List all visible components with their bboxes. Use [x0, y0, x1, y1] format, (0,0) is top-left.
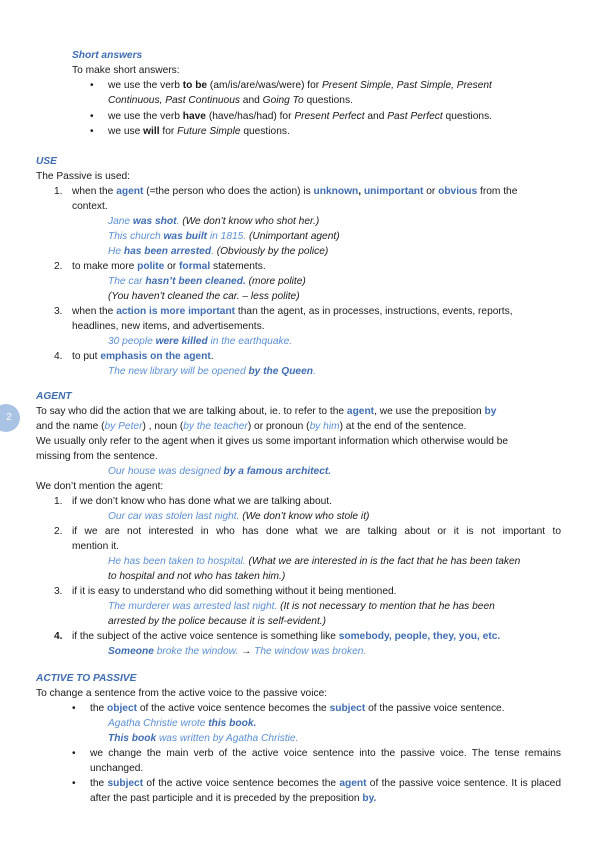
use-item-2: to make more polite or formal statements. [72, 261, 266, 272]
active-to-passive-bullet-2-cont: unchanged. [90, 763, 144, 774]
agent-dont-mention: We don’t mention the agent: [36, 481, 164, 492]
agent-item-2-number: 2. [54, 526, 63, 537]
active-to-passive-bullet-3-cont: after the past participle and it is preceded by the preposition by. [90, 793, 377, 804]
active-to-passive-bullet-3: • the subject of the active voice sentence becomes the agent of the passive voice sentence. It is placed [90, 776, 561, 791]
agent-paragraph-2: We usually only refer to the agent when it gives us some important information which otherwise would be [36, 436, 509, 447]
agent-item-2: if we are not interested in who has done what we are talking about or it is not important to [72, 526, 561, 537]
short-answers-bullet-3: • we use will for Future Simple questions. [108, 124, 290, 139]
short-answers-heading: Short answers [72, 50, 143, 61]
short-answers-bullet-1-cont: Continuous, Past Continuous and Going To questions. [108, 95, 353, 106]
use-example-1a: Jane was shot. (We don’t know who shot her.) [108, 216, 320, 227]
short-answers-bullet-1: • we use the verb to be (am/is/are/was/were) for Present Simple, Past Simple, Present [108, 78, 492, 93]
use-example-2b: (You haven’t cleaned the car. – less polite) [108, 291, 300, 302]
agent-example: Our house was designed by a famous architect. [108, 466, 332, 477]
agent-example-3: The murderer was arrested last night. (It is not necessary to mention that he has been [108, 601, 495, 612]
short-answers-bullet-2: • we use the verb have (have/has/had) for Present Perfect and Past Perfect questions. [108, 109, 492, 124]
agent-item-4: if the subject of the active voice sentence is something like somebody, people, they, you, etc. [72, 631, 501, 642]
agent-item-1: if we don’t know who has done what we are talking about. [72, 496, 332, 507]
active-to-passive-example-1a: Agatha Christie wrote this book. [108, 718, 257, 729]
agent-item-3-number: 3. [54, 586, 63, 597]
use-example-1c: He has been arrested. (Obviously by the police) [108, 246, 329, 257]
agent-item-1-number: 1. [54, 496, 63, 507]
active-to-passive-bullet-2: • we change the main verb of the active voice sentence into the passive voice. The tense remains [90, 746, 561, 761]
agent-example-2-cont: to hospital and not who has taken him.) [108, 571, 286, 582]
use-item-3: when the action is more important than the agent, as in processes, instructions, events, reports, [72, 306, 513, 317]
agent-item-4-number: 4. [54, 631, 63, 642]
page-number-badge: 2 [0, 404, 20, 432]
use-intro: The Passive is used: [36, 171, 130, 182]
active-to-passive-bullet-1: • the object of the active voice sentence becomes the subject of the passive voice sentence. [90, 701, 505, 716]
use-example-2a: The car hasn’t been cleaned. (more polite) [108, 276, 306, 287]
use-item-3-cont: headlines, new items, and advertisements. [72, 321, 265, 332]
agent-example-2: He has been taken to hospital. (What we are interested in is the fact that he has been taken [108, 556, 521, 567]
use-heading: USE [36, 156, 57, 167]
agent-heading: AGENT [36, 391, 72, 402]
use-item-1-cont: context. [72, 201, 108, 212]
use-item-3-number: 3. [54, 306, 63, 317]
agent-item-2-cont: mention it. [72, 541, 119, 552]
use-example-1b: This church was built in 1815. (Unimportant agent) [108, 231, 340, 242]
use-item-4: to put emphasis on the agent. [72, 351, 214, 362]
agent-paragraph-1-cont: and the name (by Peter) , noun (by the teacher) or pronoun (by him) at the end of the sentence. [36, 421, 467, 432]
agent-example-1: Our car was stolen last night. (We don’t know who stole it) [108, 511, 370, 522]
use-item-1-number: 1. [54, 186, 63, 197]
use-item-2-number: 2. [54, 261, 63, 272]
active-to-passive-example-1b: This book was written by Agatha Christie. [108, 733, 299, 744]
use-item-1: when the agent (=the person who does the action) is unknown, unimportant or obvious from the [72, 186, 518, 197]
use-example-3: 30 people were killed in the earthquake. [108, 336, 293, 347]
agent-paragraph-2-cont: missing from the sentence. [36, 451, 158, 462]
active-to-passive-heading: ACTIVE TO PASSIVE [36, 673, 137, 684]
agent-example-4: Someone broke the window. → The window was broken. [108, 646, 367, 657]
agent-paragraph-1: To say who did the action that we are talking about, ie. to refer to the agent, we use the preposition by [36, 406, 497, 417]
agent-item-3: if it is easy to understand who did something without it being mentioned. [72, 586, 397, 597]
arrow-right-icon: → [238, 646, 255, 657]
agent-example-3-cont: arrested by the police because it is self-evident.) [108, 616, 327, 627]
use-example-4: The new library will be opened by the Queen. [108, 366, 316, 377]
use-item-4-number: 4. [54, 351, 63, 362]
active-to-passive-intro: To change a sentence from the active voice to the passive voice: [36, 688, 328, 699]
short-answers-intro: To make short answers: [72, 65, 180, 76]
